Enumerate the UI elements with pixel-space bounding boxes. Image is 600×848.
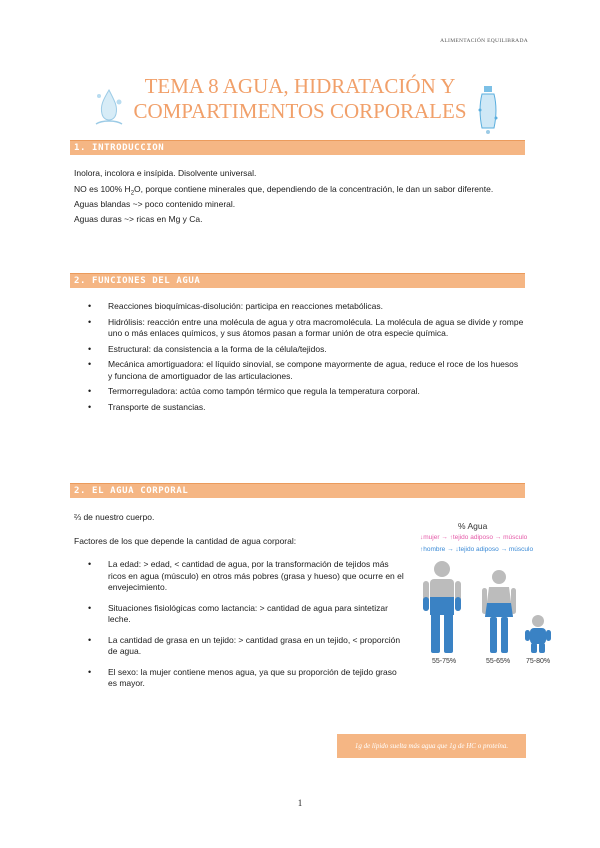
list-item: • Hidrólisis: reacción entre una molécula de agua y otra macromolécula. La molécula de agua se divide y rompe uno o más enlaces químicos, y sus átomos pasan a formar unión de otra especie química. [74, 317, 524, 340]
lipid-callout: 1g de lípido suelta más agua que 1g de HC o proteína. [337, 734, 526, 758]
section-heading-text: 1. INTRODUCCION [74, 143, 165, 153]
intro-p2-end: O, porque contiene minerales que, dependiendo de la concentración, le dan un sabor diferente. [134, 184, 494, 194]
section-heading-introduccion [70, 140, 525, 155]
baby-figure [525, 615, 551, 653]
figure-note-men: ↑hombre → ↓tejido adiposo → músculo [420, 546, 534, 553]
list-item: • La edad: > edad, < cantidad de agua, por la transformación de tejidos más ricos en agua (músculo) en otros más pobres (grasa y hueso) que ocurre en el envejecimiento. [74, 559, 404, 594]
list-item: • La cantidad de grasa en un tejido: > cantidad grasa en un tejido, < proporción de agua. [74, 635, 404, 658]
page-title [120, 74, 480, 124]
title-line-2: COMPARTIMENTOS CORPORALES [133, 99, 467, 123]
body-water-figure [418, 521, 553, 671]
body-water-fraction: ⅔ de nuestro cuerpo. [74, 512, 155, 522]
intro-p2-start: NO es 100% H [74, 184, 131, 194]
list-item: • Estructural: da consistencia a la forma de la célula/tejidos. [74, 344, 524, 356]
list-item: • Termorreguladora: actúa como tampón térmico que regula la temperatura corporal. [74, 386, 524, 398]
section-heading-agua-corporal [70, 483, 525, 498]
page-number: 1 [297, 798, 303, 808]
factors-list [74, 559, 404, 699]
pct-adult-man: 55-75% [432, 658, 457, 665]
intro-paragraph-2 [74, 184, 493, 200]
intro-paragraph-1: Inolora, incolora e insípida. Disolvente universal. [74, 168, 257, 178]
adult-man-figure [423, 561, 461, 653]
figure-note-women: ↓mujer → ↑tejido adiposo → músculo [420, 534, 528, 541]
list-item: • Situaciones fisiológicas como lactancia: > cantidad de agua para sintetizar leche. [74, 603, 404, 626]
body-silhouettes [418, 557, 553, 657]
factors-title: Factores de los que depende la cantidad de agua corporal: [74, 536, 297, 546]
title-line-1: TEMA 8 AGUA, HIDRATACIÓN Y [144, 74, 456, 98]
section-heading-text: 2. EL AGUA CORPORAL [74, 486, 189, 496]
list-item: • Reacciones bioquímicas-disolución: participa en reacciones metabólicas. [74, 301, 524, 313]
intro-paragraph-4: Aguas duras ~> ricas en Mg y Ca. [74, 214, 203, 224]
running-header: ALIMENTACIÓN EQUILIBRADA [440, 38, 528, 44]
section-heading-funciones [70, 273, 525, 288]
list-item: • Mecánica amortiguadora: el líquido sinovial, se compone mayormente de agua, reduce el roce de los huesos y funciona de amortiguador de las articulaciones. [74, 359, 524, 382]
subscript-2: 2 [130, 190, 135, 197]
intro-paragraph-3: Aguas blandas ~> poco contenido mineral. [74, 199, 236, 209]
list-item: • El sexo: la mujer contiene menos agua, ya que su proporción de tejido graso es mayor. [74, 667, 404, 690]
pct-adult-woman: 55-65% [486, 658, 511, 665]
list-item: • Transporte de sustancias. [74, 402, 524, 414]
section-heading-text: 2. FUNCIONES DEL AGUA [74, 276, 201, 286]
funciones-list [74, 301, 524, 417]
figure-title: % Agua [458, 521, 488, 531]
adult-woman-figure [482, 570, 516, 653]
pct-baby: 75-80% [526, 658, 551, 665]
